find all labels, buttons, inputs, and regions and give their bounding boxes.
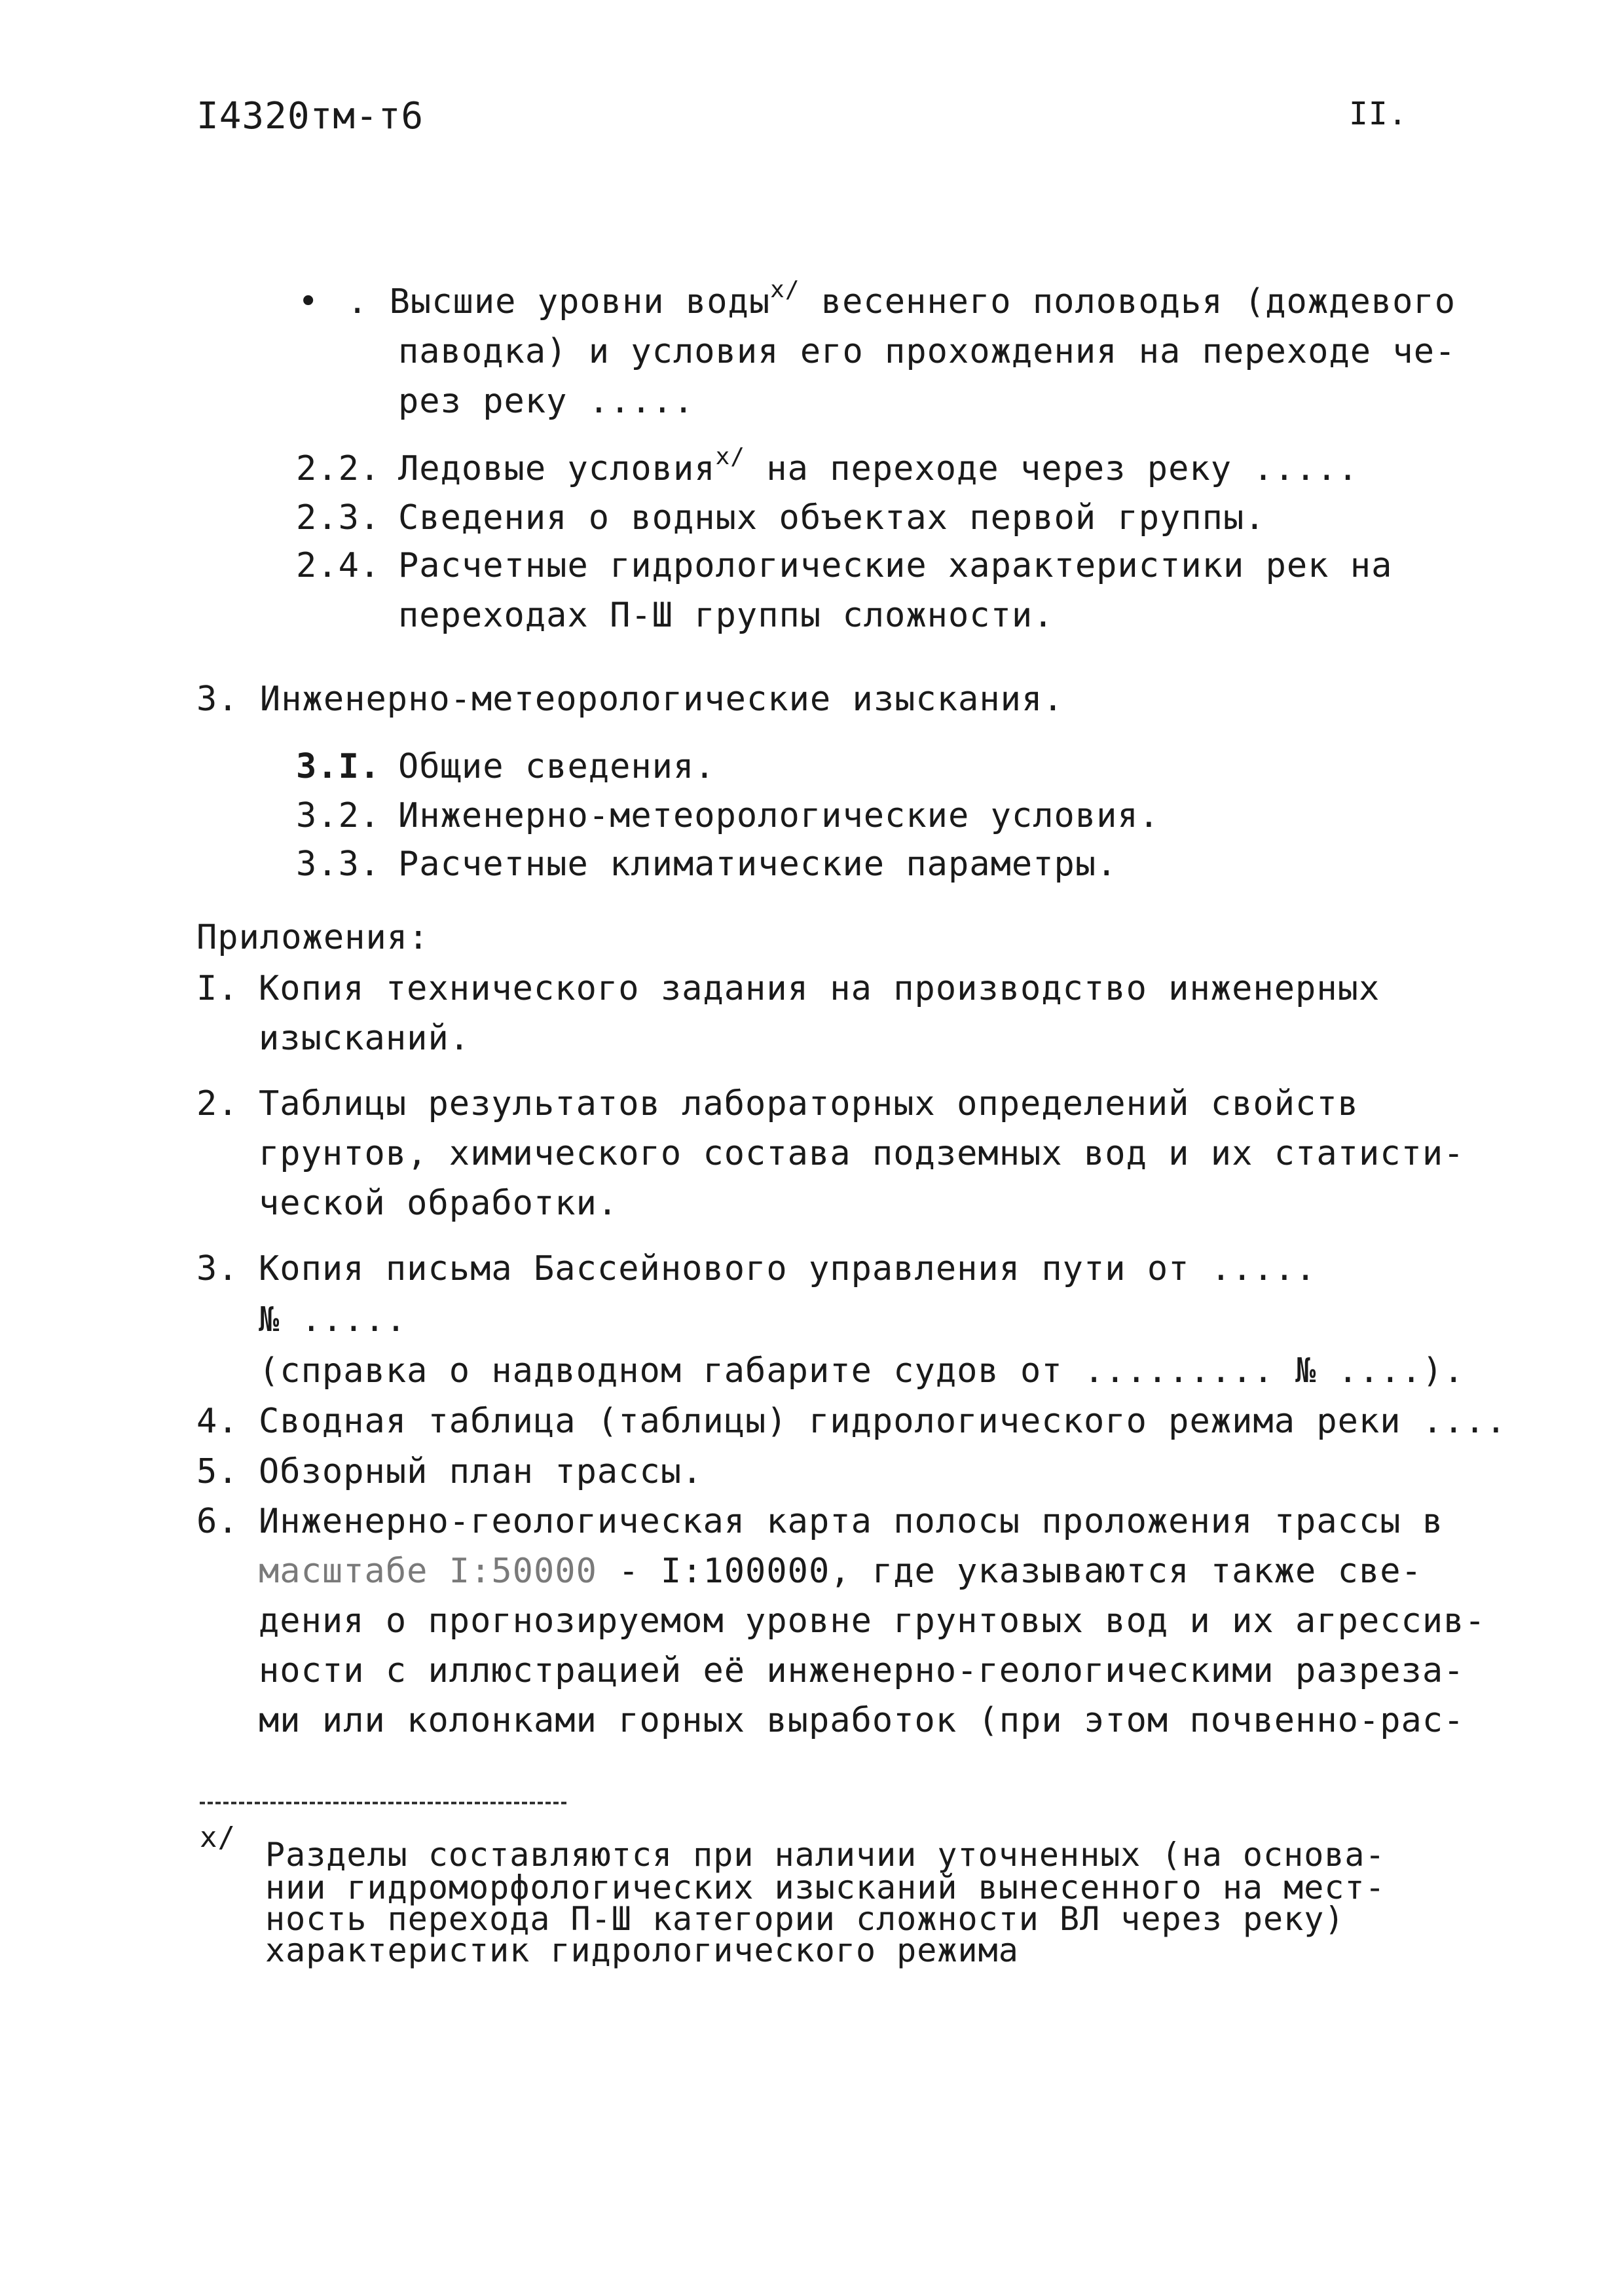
- section-item-water-objects: Сведения о водных объектах первой группы.: [398, 498, 1266, 538]
- appendix-1-line2: изысканий.: [259, 1019, 471, 1058]
- appendix-number: 6.: [196, 1502, 239, 1541]
- appendix-2: Таблицы результатов лабораторных определений свойств: [259, 1084, 1359, 1123]
- section-3-title: 3. Инженерно-метеорологические изыскания.: [196, 680, 1064, 719]
- footnote-mark: x/: [715, 443, 745, 470]
- appendix-number: 5.: [196, 1452, 239, 1491]
- footnote-text-line4: характеристик гидрологического режима: [265, 1931, 1019, 1969]
- appendix-number: 3.: [196, 1249, 239, 1288]
- section-item-number: 2.4.: [296, 546, 381, 585]
- section-item-ice-conditions: Ледовые условия$^{x/}$ на переходе через реку .....: [398, 443, 1359, 488]
- section-item-high-water-line3: рез реку .....: [398, 382, 695, 421]
- section-item-high-water: . Высшие уровни воды$^{x/}$ весеннего половодья (дождевого: [347, 276, 1456, 321]
- appendix-4: Сводная таблица (таблицы) гидрологического режима реки ....: [259, 1402, 1507, 1441]
- page-number: II.: [1349, 96, 1408, 132]
- appendix-2-line3: ческой обработки.: [259, 1184, 619, 1223]
- section-item-number: 2.2.: [296, 449, 381, 488]
- footnote-text-line2: нии гидроморфологических изысканий вынесенного на мест-: [265, 1868, 1386, 1906]
- appendix-6-line3: дения о прогнозируемом уровне грунтовых вод и их агрессив-: [259, 1601, 1486, 1641]
- footnote-mark: x/: [770, 276, 800, 303]
- section-item-climate-params: Расчетные климатические параметры.: [398, 845, 1118, 884]
- appendix-2-line2: грунтов, химического состава подземных вод и их статисти-: [259, 1134, 1465, 1173]
- list-bullet: •: [298, 282, 320, 321]
- section-item-high-water-line2: паводка) и условия его прохождения на переходе че-: [398, 332, 1456, 371]
- appendix-6: Инженерно-геологическая карта полосы проложения трассы в: [259, 1502, 1444, 1541]
- section-item-hydro-characteristics-line2: переходах П-Ш группы сложности.: [398, 596, 1054, 635]
- footnote-mark: x/: [200, 1821, 236, 1854]
- appendix-number: 4.: [196, 1402, 239, 1441]
- appendix-3: Копия письма Бассейнового управления пути от .....: [259, 1249, 1317, 1288]
- appendix-3-line3: (справка о надводном габарите судов от ......... № ....).: [259, 1351, 1465, 1391]
- footnote-separator: [200, 1802, 566, 1804]
- appendix-6-line2: масштабе I:50000 - I:100000, где указываются также све-: [259, 1552, 1422, 1591]
- appendix-6-line5: ми или колонками горных выработок (при этом почвенно-рас-: [259, 1701, 1465, 1740]
- footnote-text-line3: ность перехода П-Ш категории сложности ВЛ через реку): [265, 1900, 1345, 1938]
- section-item-number: 3.2.: [296, 796, 381, 835]
- appendix-number: I.: [196, 969, 239, 1008]
- appendix-5: Обзорный план трассы.: [259, 1452, 703, 1491]
- appendices-title: Приложения:: [196, 918, 430, 957]
- appendix-number: 2.: [196, 1084, 239, 1123]
- footnote-text: Разделы составляются при наличии уточненных (на основа-: [265, 1836, 1386, 1874]
- section-item-general: Общие сведения.: [398, 747, 716, 786]
- section-item-number: 2.3.: [296, 498, 381, 538]
- document-code: I4320тм-т6: [196, 95, 424, 137]
- section-item-number: 3.3.: [296, 845, 381, 884]
- appendix-6-line4: ности с иллюстрацией её инженерно-геологическими разреза-: [259, 1651, 1465, 1690]
- section-item-hydro-characteristics: Расчетные гидрологические характеристики рек на: [398, 546, 1393, 585]
- section-item-meteo-conditions: Инженерно-метеорологические условия.: [398, 796, 1160, 835]
- section-item-number: 3.I.: [296, 747, 381, 786]
- appendix-3-line2: № .....: [259, 1300, 407, 1339]
- appendix-1: Копия технического задания на производство инженерных: [259, 969, 1380, 1008]
